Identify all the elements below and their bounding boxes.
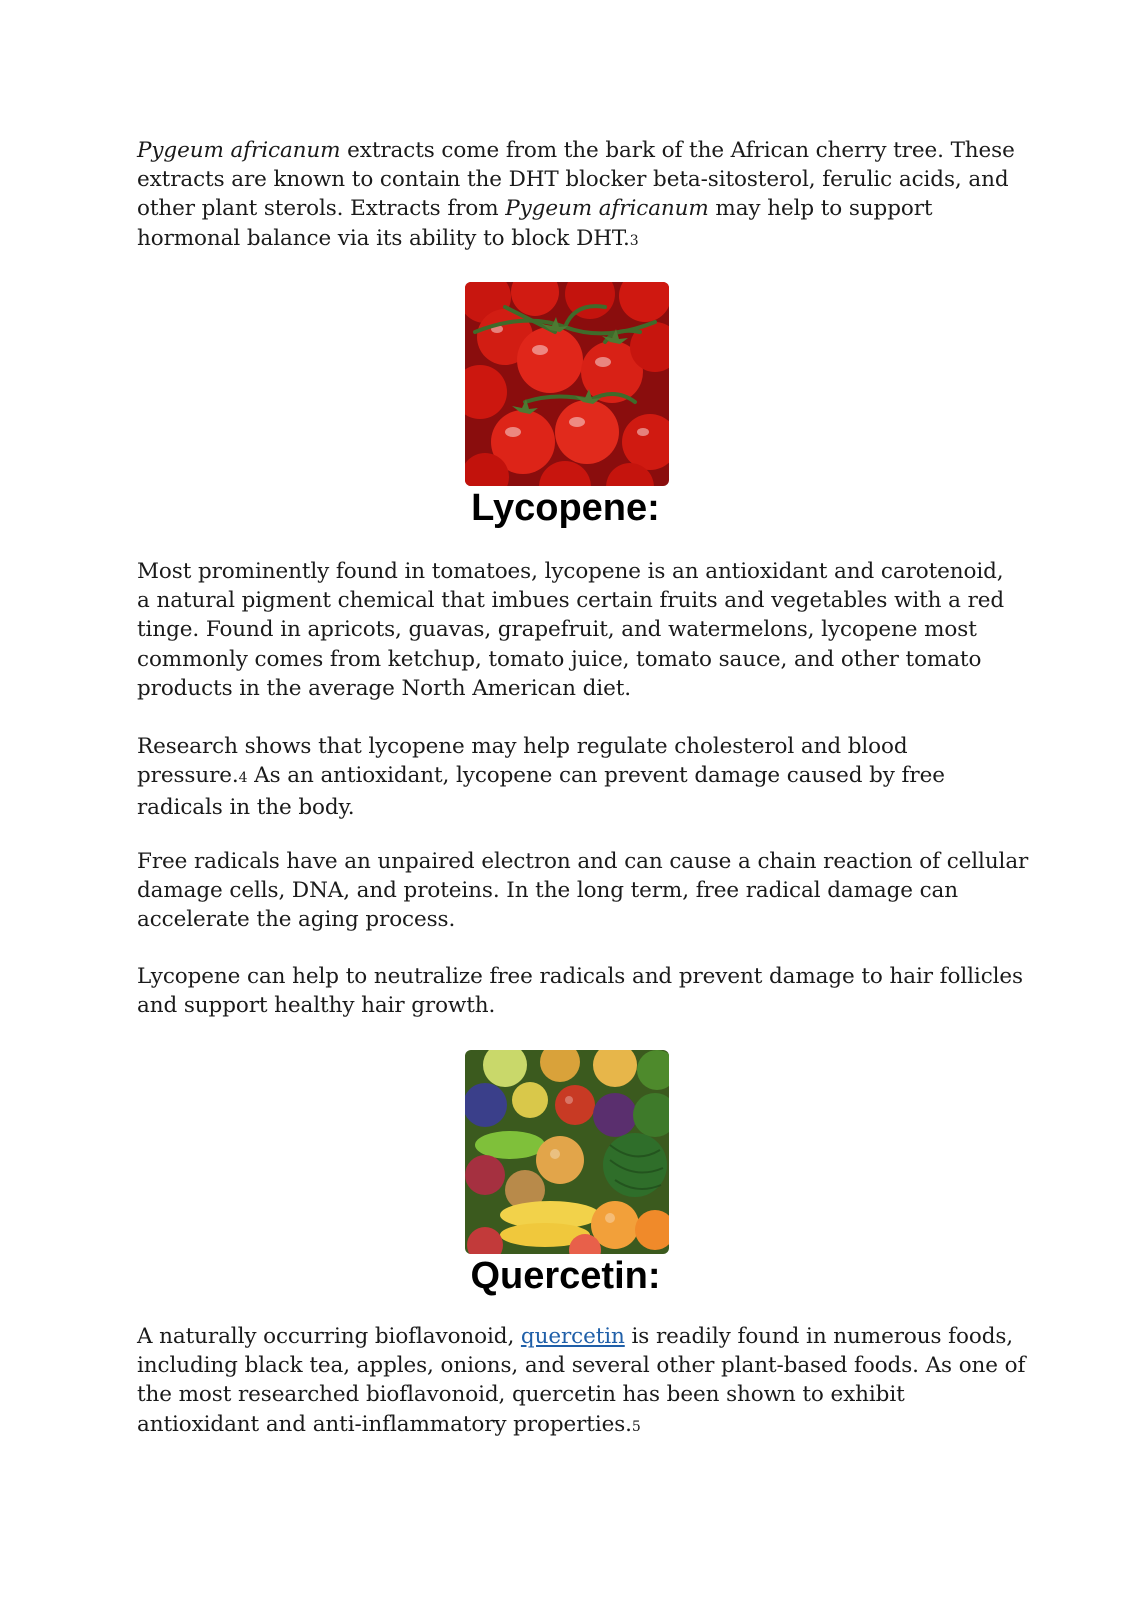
fruits-vegetables-image bbox=[465, 1050, 669, 1254]
footnote-ref: 5 bbox=[631, 1418, 641, 1435]
lycopene-heading: Lycopene: bbox=[471, 487, 660, 529]
footnote-ref: 3 bbox=[629, 232, 639, 249]
quercetin-link[interactable]: quercetin bbox=[520, 1324, 625, 1349]
tomatoes-image bbox=[465, 282, 669, 486]
pygeum-species-name: Pygeum africanum bbox=[137, 138, 341, 163]
lycopene-paragraph-4: Lycopene can help to neutralize free radicals and prevent damage to hair follicles and support healthy hair growth. bbox=[137, 964, 1023, 1019]
pygeum-paragraph: Pygeum africanum extracts come from the bark of the African cherry tree. These extracts are known to contain the DHT blocker beta-sitosterol, ferulic acids, and other plant sterols. Extracts from Pygeum africanum may help to support hormonal balance via its ability to block DHT.3 bbox=[137, 138, 1015, 251]
lycopene-paragraph-3: Free radicals have an unpaired electron and can cause a chain reaction of cellular damage cells, DNA, and proteins. In the long term, free radical damage can accelerate the aging process. bbox=[137, 849, 1029, 933]
footnote-ref: 4 bbox=[238, 770, 248, 787]
quercetin-paragraph: A naturally occurring bioflavonoid, quercetin is readily found in numerous foods, including black tea, apples, onions, and several other plant-based foods. As one of the most researched bioflavonoid, quercetin has been shown to exhibit antioxidant and anti-inflammatory properties.5 bbox=[137, 1324, 1026, 1437]
lycopene-paragraph-1: Most prominently found in tomatoes, lycopene is an antioxidant and carotenoid, a natural pigment chemical that imbues certain fruits and vegetables with a red tinge. Found in apricots, guavas, grapefruit, and watermelons, lycopene most commonly comes from ketchup, tomato juice, tomato sauce, and other tomato products in the average North American diet. bbox=[137, 559, 1005, 701]
lycopene-paragraph-2: Research shows that lycopene may help regulate cholesterol and blood pressure.4 As an antioxidant, lycopene can prevent damage caused by free radicals in the body. bbox=[137, 734, 945, 821]
quercetin-heading: Quercetin: bbox=[470, 1255, 661, 1297]
